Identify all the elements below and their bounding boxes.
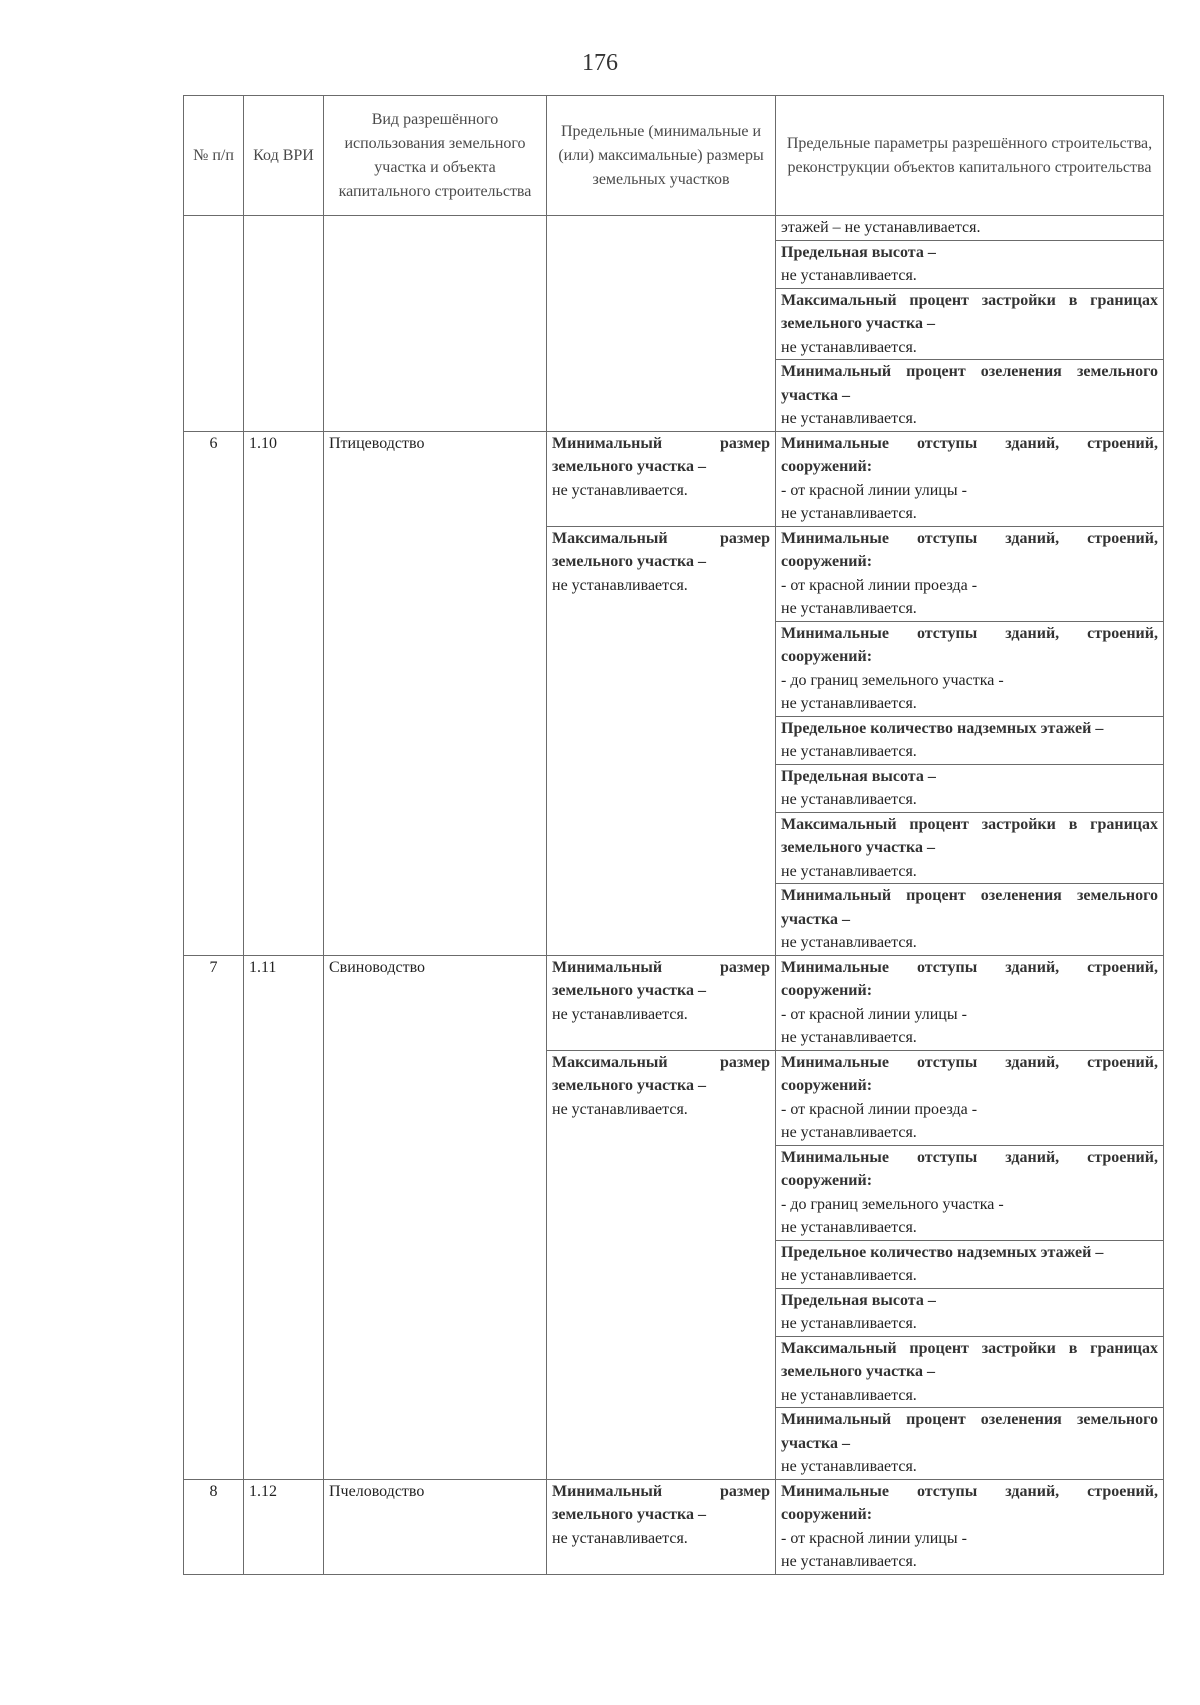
params-cell xyxy=(776,764,1164,812)
params-cell xyxy=(776,621,1164,716)
regulations-table xyxy=(183,95,1164,1575)
size-value: не устанавливается. xyxy=(552,1529,688,1547)
param-value: не устанавливается. xyxy=(781,791,917,808)
sizes-cell xyxy=(547,1479,776,1574)
param-title: Предельная высота – xyxy=(781,767,936,785)
code-cell: 1.12 xyxy=(244,1479,324,1574)
params-cell xyxy=(776,884,1164,956)
params-cell xyxy=(776,1408,1164,1480)
sizes-cell xyxy=(547,431,776,526)
param-title: Предельное количество надземных этажей – xyxy=(781,719,1104,737)
size-title: Максимальный размер земельного участка – xyxy=(552,529,770,570)
size-value: не устанавливается. xyxy=(552,576,688,594)
param-title: Минимальный процент озеленения земельного участка – xyxy=(781,887,1158,928)
params-cell xyxy=(776,288,1164,360)
size-value: не устанавливается. xyxy=(552,1100,688,1118)
param-line: - от красной линии улицы - xyxy=(781,1005,967,1023)
params-cell xyxy=(776,240,1164,288)
params-cell xyxy=(776,812,1164,884)
param-value: не устанавливается. xyxy=(781,743,917,760)
param-title: Предельная высота – xyxy=(781,1291,936,1309)
size-title: Минимальный размер земельного участка – xyxy=(552,1482,770,1523)
param-title: Минимальные отступы зданий, строений, сооружений: xyxy=(781,1053,1158,1094)
param-title: Максимальный процент застройки в границах земельного участка – xyxy=(781,1339,1158,1380)
param-value: не устанавливается. xyxy=(781,1124,917,1141)
size-title: Максимальный размер земельного участка – xyxy=(552,1053,770,1094)
param-line: - от красной линии проезда - xyxy=(781,1100,978,1118)
param-title: Минимальные отступы зданий, строений, сооружений: xyxy=(781,958,1158,999)
table-row xyxy=(184,216,1164,241)
params-cell xyxy=(776,431,1164,526)
table-header-row xyxy=(184,96,1164,216)
table-row xyxy=(184,955,1164,1050)
params-cell xyxy=(776,1288,1164,1336)
params-cell xyxy=(776,360,1164,432)
num-cell xyxy=(184,216,244,432)
param-title: Минимальный процент озеленения земельного участка – xyxy=(781,363,1158,404)
param-title: Минимальные отступы зданий, строений, сооружений: xyxy=(781,1482,1158,1523)
size-title: Минимальный размер земельного участка – xyxy=(552,434,770,475)
param-value: не устанавливается. xyxy=(781,267,917,284)
params-cell xyxy=(776,1145,1164,1240)
size-value: не устанавливается. xyxy=(552,1005,688,1023)
size-title: Минимальный размер земельного участка – xyxy=(552,958,770,999)
param-value: не устанавливается. xyxy=(781,505,917,522)
header-num: № п/п xyxy=(184,96,244,216)
num-cell: 8 xyxy=(184,1479,244,1574)
use-cell: Птицеводство xyxy=(324,431,547,955)
params-cell xyxy=(776,1240,1164,1288)
table-row xyxy=(184,431,1164,526)
param-value: не устанавливается. xyxy=(781,338,917,356)
code-cell xyxy=(244,216,324,432)
params-cell xyxy=(776,216,1164,241)
params-cell xyxy=(776,526,1164,621)
header-code: Код ВРИ xyxy=(244,96,324,216)
param-title: Максимальный процент застройки в границах земельного участка – xyxy=(781,291,1158,332)
param-title: Предельная высота – xyxy=(781,243,936,261)
header-params: Предельные параметры разрешённого строительства, реконструкции объектов капитального строительства xyxy=(776,96,1164,216)
params-cell xyxy=(776,1050,1164,1145)
param-line: - до границ земельного участка - xyxy=(781,671,1004,689)
param-title: Минимальные отступы зданий, строений, сооружений: xyxy=(781,624,1158,665)
sizes-cell xyxy=(547,1050,776,1479)
code-cell: 1.10 xyxy=(244,431,324,955)
sizes-cell xyxy=(547,955,776,1050)
code-cell: 1.11 xyxy=(244,955,324,1479)
num-cell: 6 xyxy=(184,431,244,955)
param-title: Предельное количество надземных этажей – xyxy=(781,1243,1104,1261)
param-value: этажей – не устанавливается. xyxy=(781,219,981,236)
table-row xyxy=(184,1479,1164,1574)
param-line: - от красной линии улицы - xyxy=(781,481,967,499)
size-value: не устанавливается. xyxy=(552,481,688,499)
params-cell xyxy=(776,716,1164,764)
param-value: не устанавливается. xyxy=(781,862,917,880)
param-value: не устанавливается. xyxy=(781,934,917,951)
num-cell: 7 xyxy=(184,955,244,1479)
page-number: 176 xyxy=(582,50,618,76)
use-cell xyxy=(324,216,547,432)
use-cell: Свиноводство xyxy=(324,955,547,1479)
table-body xyxy=(184,216,1164,1575)
params-cell xyxy=(776,1479,1164,1574)
param-title: Максимальный процент застройки в границах земельного участка – xyxy=(781,815,1158,856)
param-value: не устанавливается. xyxy=(781,1029,917,1046)
param-title: Минимальные отступы зданий, строений, сооружений: xyxy=(781,434,1158,475)
header-sizes: Предельные (минимальные и (или) максимальные) размеры земельных участков xyxy=(547,96,776,216)
sizes-cell xyxy=(547,216,776,432)
param-value: не устанавливается. xyxy=(781,600,917,617)
param-value: не устанавливается. xyxy=(781,1267,917,1284)
param-value: не устанавливается. xyxy=(781,1219,917,1236)
use-cell: Пчеловодство xyxy=(324,1479,547,1574)
param-value: не устанавливается. xyxy=(781,1553,917,1570)
params-cell xyxy=(776,1336,1164,1408)
param-value: не устанавливается. xyxy=(781,410,917,427)
sizes-cell xyxy=(547,526,776,955)
param-line: - от красной линии проезда - xyxy=(781,576,978,594)
header-use: Вид разрешённого использования земельного участка и объекта капитального строительства xyxy=(324,96,547,216)
param-value: не устанавливается. xyxy=(781,1458,917,1475)
param-title: Минимальные отступы зданий, строений, сооружений: xyxy=(781,529,1158,570)
param-line: - от красной линии улицы - xyxy=(781,1529,967,1547)
params-cell xyxy=(776,955,1164,1050)
param-title: Минимальные отступы зданий, строений, сооружений: xyxy=(781,1148,1158,1189)
param-value: не устанавливается. xyxy=(781,1386,917,1404)
param-value: не устанавливается. xyxy=(781,1315,917,1332)
param-value: не устанавливается. xyxy=(781,695,917,712)
param-line: - до границ земельного участка - xyxy=(781,1195,1004,1213)
param-title: Минимальный процент озеленения земельного участка – xyxy=(781,1411,1158,1452)
